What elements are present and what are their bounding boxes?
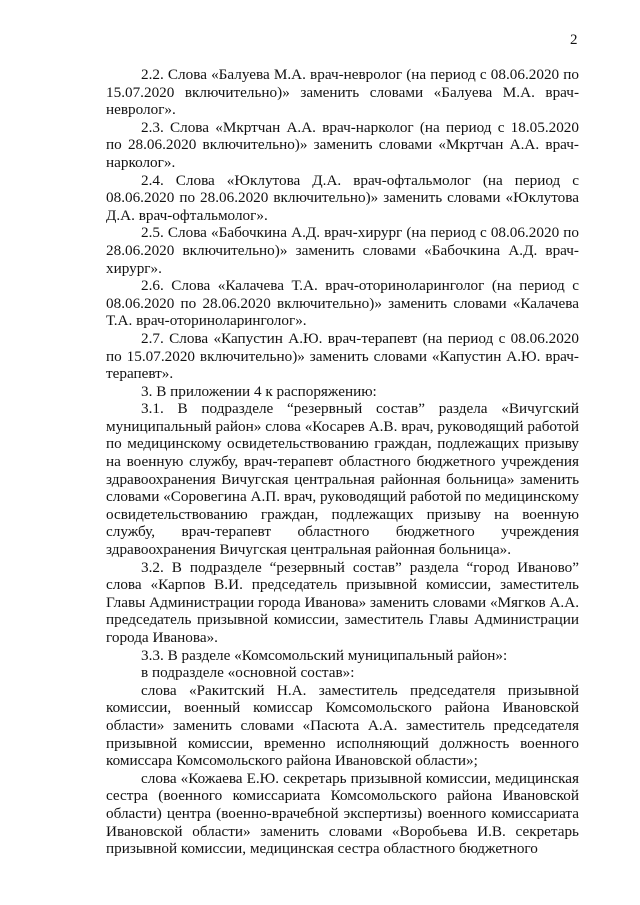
paragraph-2-2: 2.2. Слова «Балуева М.А. врач-невролог (на период с 08.06.2020 по 15.07.2020 включительно)» заменить словами «Балуева М.А. врач-невролог». [106, 66, 579, 119]
paragraph-3-3: 3.3. В разделе «Комсомольский муниципальный район»: [141, 646, 508, 664]
paragraph-3-1: 3.1. В подразделе “резервный состав” раздела «Вичугский муниципальный район» слова «Косарев А.В. врач, руководящий работой по медицинскому освидетельствованию граждан, подлежащих призыву на военную службу, врач-терапевт областного бюджетного учреждения здравоохранения Вичугская центральная районная больница» заменить словами «Соровегина А.П. врач, руководящий работой по медицинскому освидетельствованию граждан, подлежащих призыву на военную службу, врач-терапевт областного бюджетного учреждения здравоохранения Вичугская центральная районная больница». [106, 400, 580, 559]
paragraph-2-7: 2.7. Слова «Капустин А.Ю. врач-терапевт (на период с 08.06.2020 по 15.07.2020 включительно)» заменить словами «Капустин А.Ю. врач-терапевт». [106, 329, 579, 383]
document-body [106, 66, 579, 858]
paragraph-3: 3. В приложении 4 к распоряжению: [141, 382, 377, 400]
page-number: 2 [570, 32, 578, 48]
paragraph-2-3: 2.3. Слова «Мкртчан А.А. врач-нарколог (на период с 18.05.2020 по 28.06.2020 включительно)» заменить словами «Мкртчан А.А. врач-нарколог». [106, 118, 579, 171]
paragraph-2-5: 2.5. Слова «Бабочкина А.Д. врач-хирург (на период с 08.06.2020 по 28.06.2020 включительно)» заменить словами «Бабочкина А.Д. врач-хирург». [106, 224, 579, 277]
paragraph-3-3-subsection: в подразделе «основной состав»: [141, 664, 355, 682]
paragraph-2-6: 2.6. Слова «Калачева Т.А. врач-оториноларинголог (на период с 08.06.2020 по 28.06.2020 включительно)» заменить словами «Калачева Т.А. врач-оториноларинголог». [106, 277, 579, 330]
paragraph-2-4: 2.4. Слова «Юклутова Д.А. врач-офтальмолог (на период с 08.06.2020 по 28.06.2020 включительно)» заменить словами «Юклутова Д.А. врач-офтальмолог». [106, 171, 579, 224]
paragraph-3-2: 3.2. В подразделе “резервный состав” раздела “город Иваново” слова «Карпов В.И. председатель призывной комиссии, заместитель Главы Администрации города Иванова» заменить словами «Мягков А.А. председатель призывной комиссии, заместитель Главы Администрации города Иванова». [106, 558, 579, 646]
paragraph-3-3-rakitsky: слова «Ракитский Н.А. заместитель председателя призывной комиссии, военный комиссар Комсомольского района Ивановской области» заменить словами «Пасюта А.А. заместитель председателя призывной комиссии, временно исполняющий должность военного комиссара Комсомольского района Ивановской области»; [106, 681, 579, 770]
paragraph-3-3-kozhaeva: слова «Кожаева Е.Ю. секретарь призывной комиссии, медицинская сестра (военного комиссариата Комсомольского района Ивановской области) центра (военно-врачебной экспертизы) военного комиссариата Ивановской области» заменить словами «Воробьева И.В. секретарь призывной комиссии, медицинская сестра областного бюджетного [106, 769, 579, 858]
